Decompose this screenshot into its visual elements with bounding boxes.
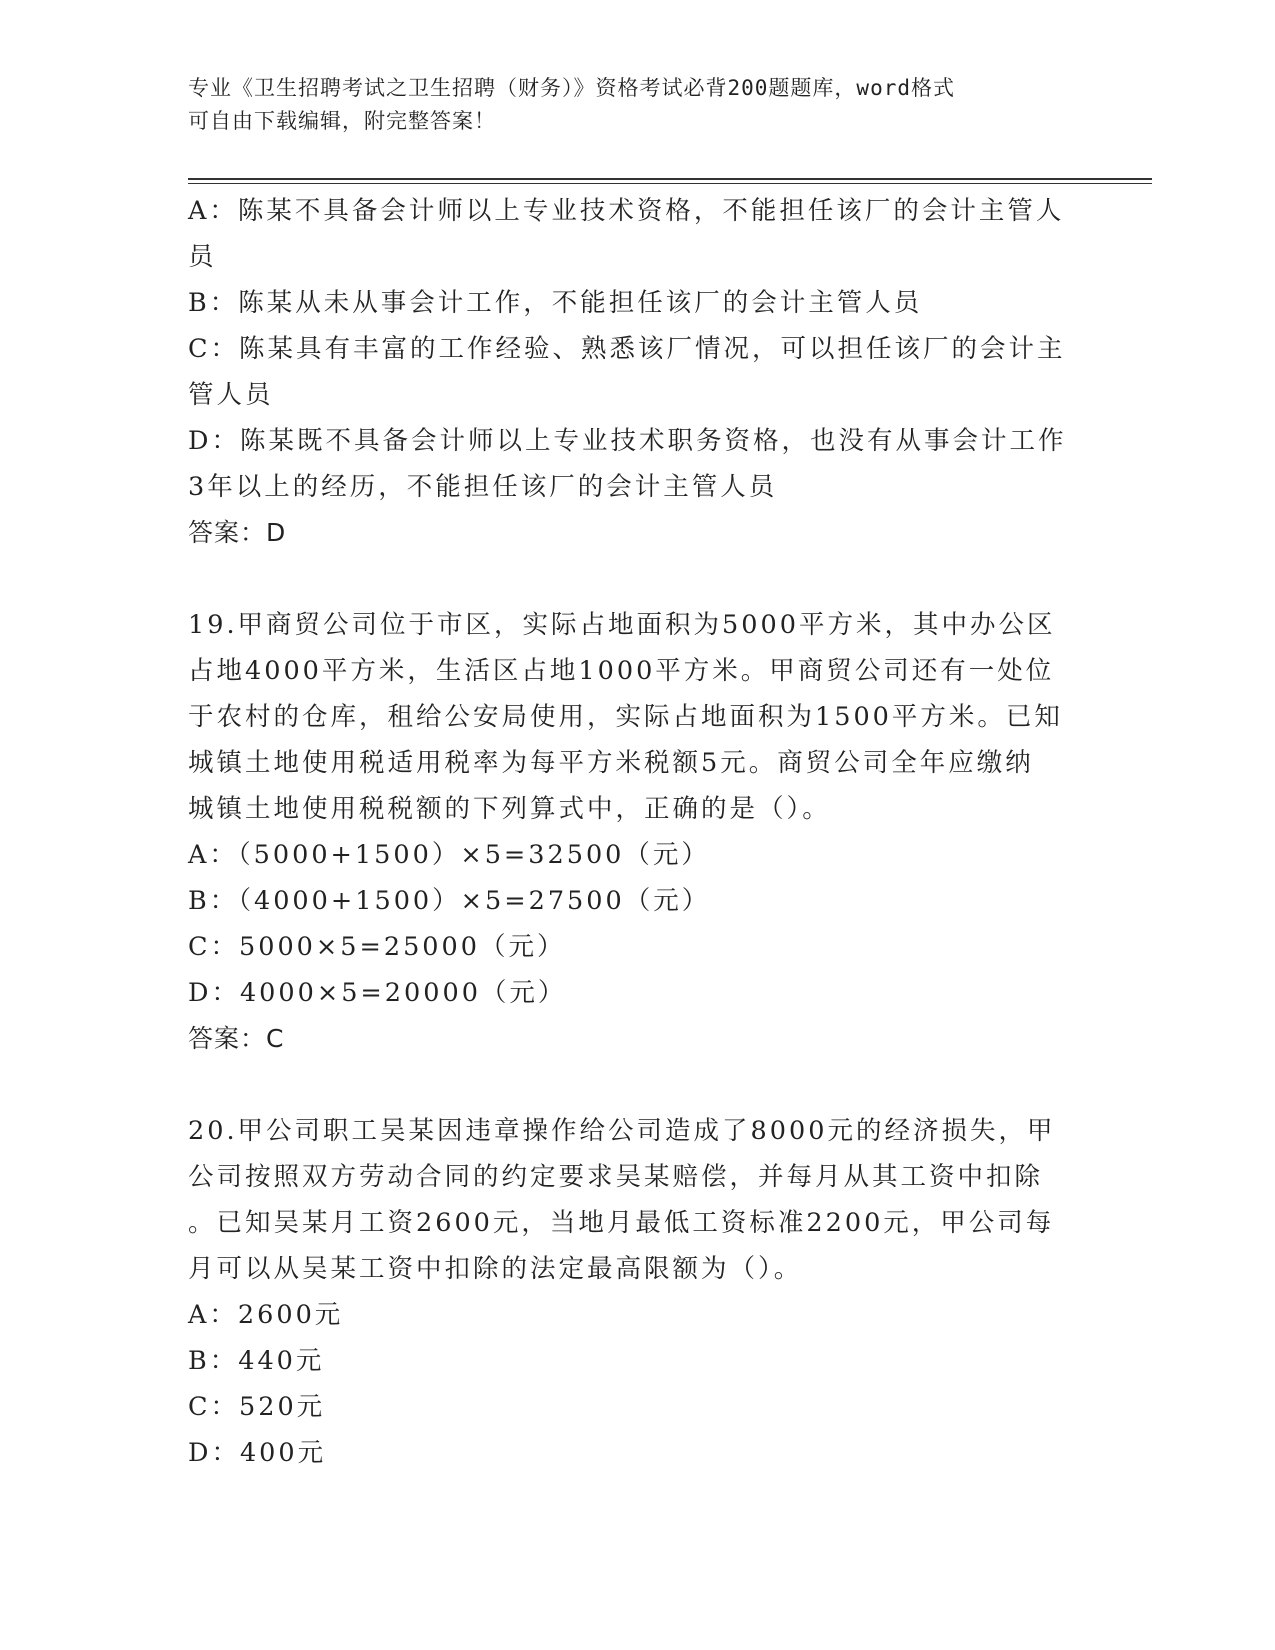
q19-stem-line-3: 于农村的仓库，租给公安局使用，实际占地面积为1500平方米。已知 xyxy=(188,702,1063,732)
q19-option-d: D：4000×5=20000（元） xyxy=(188,978,567,1008)
spacer xyxy=(188,556,1068,602)
q20-option-a: A：2600元 xyxy=(188,1300,344,1330)
q18-option-a-line-2: 员 xyxy=(188,242,217,272)
header-rule-thick xyxy=(188,178,1152,180)
question-19 xyxy=(188,602,1068,1062)
q18-option-c-line-2: 管人员 xyxy=(188,380,274,410)
q19-stem-line-5: 城镇土地使用税税额的下列算式中，正确的是（）。 xyxy=(188,794,831,824)
document-header xyxy=(188,72,1068,138)
q20-stem-line-2: 公司按照双方劳动合同的约定要求吴某赔偿，并每月从其工资中扣除 xyxy=(188,1162,1044,1192)
q20-option-d: D：400元 xyxy=(188,1438,327,1468)
q19-option-b: B：（4000+1500）×5=27500（元） xyxy=(188,886,711,916)
header-line-2: 可自由下载编辑，附完整答案！ xyxy=(188,109,496,133)
q19-option-c: C：5000×5=25000（元） xyxy=(188,932,566,962)
q18-option-b: B：陈某从未从事会计工作，不能担任该厂的会计主管人员 xyxy=(188,288,923,318)
q20-option-c: C：520元 xyxy=(188,1392,326,1422)
q19-answer: 答案：C xyxy=(188,1024,285,1053)
q19-option-a: A：（5000+1500）×5=32500（元） xyxy=(188,840,710,870)
q20-stem-line-3: 。已知吴某月工资2600元，当地月最低工资标准2200元，甲公司每 xyxy=(188,1208,1055,1238)
q20-stem-line-4: 月可以从吴某工资中扣除的法定最高限额为（）。 xyxy=(188,1254,803,1284)
q18-option-c-line-1: C：陈某具有丰富的工作经验、熟悉该厂情况，可以担任该厂的会计主 xyxy=(188,334,1066,364)
spacer xyxy=(188,1062,1068,1108)
document-body xyxy=(188,188,1068,1476)
q18-option-d-line-2: 3年以上的经历，不能担任该厂的会计主管人员 xyxy=(188,472,778,502)
header-rule-thin xyxy=(188,183,1152,184)
question-20 xyxy=(188,1108,1068,1476)
q19-stem-line-4: 城镇土地使用税适用税率为每平方米税额5元。商贸公司全年应缴纳 xyxy=(188,748,1034,778)
header-line-1: 专业《卫生招聘考试之卫生招聘（财务）》资格考试必背200题题库，word格式 xyxy=(188,76,955,100)
q18-answer: 答案：D xyxy=(188,518,287,547)
q20-stem-line-1: 20.甲公司职工吴某因违章操作给公司造成了8000元的经济损失，甲 xyxy=(188,1116,1056,1146)
q20-option-b: B：440元 xyxy=(188,1346,325,1376)
q19-stem-line-2: 占地4000平方米，生活区占地1000平方米。甲商贸公司还有一处位 xyxy=(188,656,1055,686)
q19-stem-line-1: 19.甲商贸公司位于市区，实际占地面积为5000平方米，其中办公区 xyxy=(188,610,1056,640)
q18-option-d-line-1: D：陈某既不具备会计师以上专业技术职务资格，也没有从事会计工作 xyxy=(188,426,1067,456)
q18-option-a-line-1: A：陈某不具备会计师以上专业技术资格，不能担任该厂的会计主管人 xyxy=(188,196,1065,226)
question-18-options xyxy=(188,188,1068,556)
